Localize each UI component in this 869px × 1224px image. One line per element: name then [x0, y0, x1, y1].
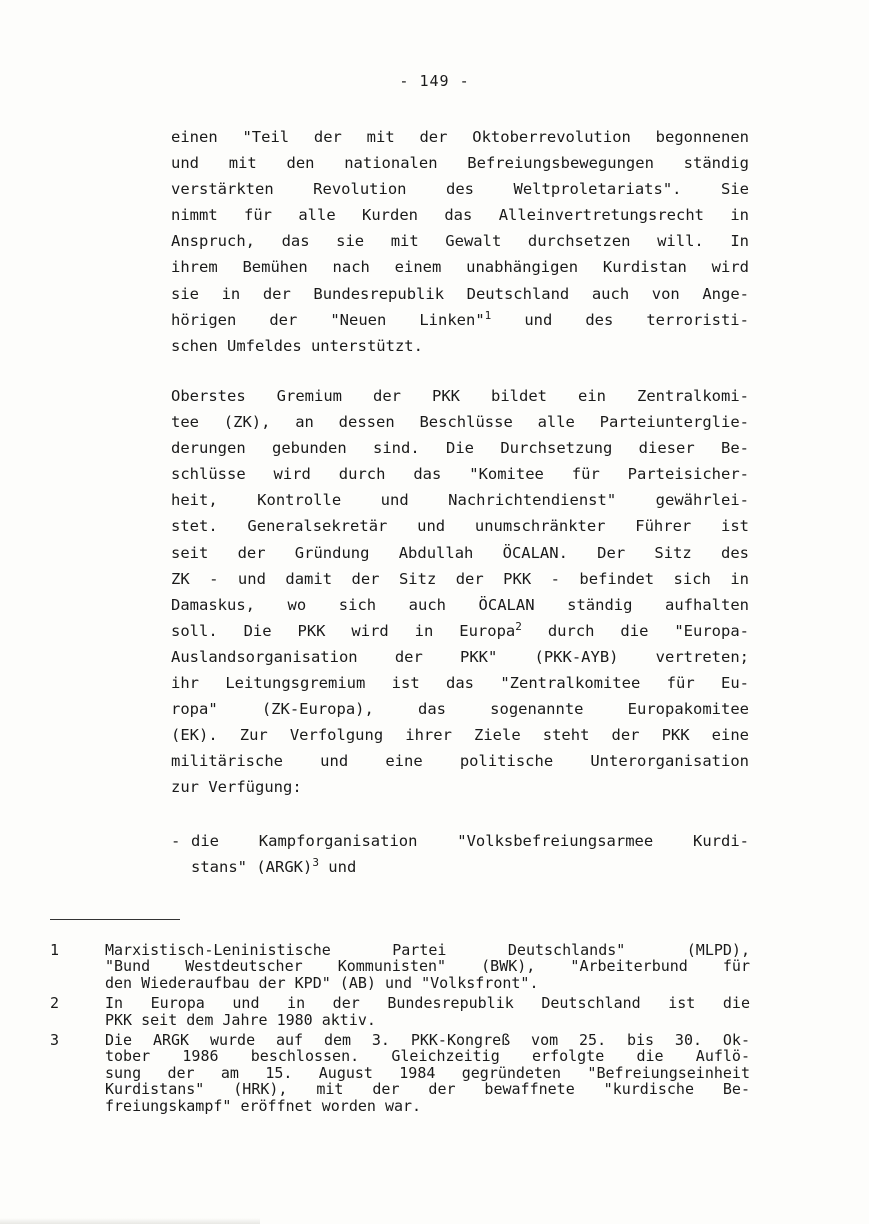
text-line — [171, 307, 749, 333]
bullet-item — [171, 828, 749, 880]
text-segment: und des terroristi- — [524, 310, 749, 329]
footnote-line: Die ARGK wurde auf dem 3. PKK-Kongreß vom 25. bis 30. Ok- — [105, 1031, 750, 1050]
footnote-number: 3 — [50, 1031, 60, 1050]
text-line: stet. Generalsekretär und unumschränkter Führer ist — [171, 517, 749, 536]
footnote-divider — [50, 919, 180, 920]
text-line: einen "Teil der mit der Oktoberrevolution begonnenen — [171, 128, 749, 146]
footnote-ref-2: 2 — [515, 619, 522, 633]
footnote-3 — [50, 1032, 750, 1114]
footnote-number: 1 — [50, 941, 60, 959]
text-line: ihrem Bemühen nach einem unabhängigen Kurdistan wird — [171, 258, 749, 277]
text-line: derungen gebunden sind. Die Durchsetzung dieser Be- — [171, 439, 749, 458]
text-line: ihr Leitungsgremium ist das "Zentralkomitee für Eu- — [171, 674, 749, 693]
footnotes — [50, 942, 750, 1118]
text-line: ZK - und damit der Sitz der PKK - befindet sich in — [171, 569, 749, 588]
text-line: nimmt für alle Kurden das Alleinvertretungsrecht in — [171, 206, 749, 225]
text-line: (EK). Zur Verfolgung ihrer Ziele steht der PKK eine — [171, 726, 749, 745]
footnote-line: tober 1986 beschlossen. Gleichzeitig erfolgte die Auflö- — [105, 1047, 750, 1066]
bullet-line: die Kampforganisation "Volksbefreiungsarmee Kurdi- — [191, 832, 749, 850]
bullet-line — [191, 854, 749, 880]
text-segment: und — [328, 858, 357, 876]
footnote-line: den Wiederaufbau der KPD" (AB) und "Volksfront". — [105, 973, 539, 992]
footnote-line: In Europa und in der Bundesrepublik Deutschland ist die — [105, 994, 750, 1013]
text-line: tee (ZK), an dessen Beschlüsse alle Parteiunterglie- — [171, 413, 749, 432]
text-line: und mit den nationalen Befreiungsbewegungen ständig — [171, 154, 749, 173]
footnote-ref-3: 3 — [312, 856, 319, 869]
text-line: schlüsse wird durch das "Komitee für Parteisicher- — [171, 465, 749, 484]
text-segment: stans" (ARGK) — [191, 858, 313, 876]
paragraph-1 — [171, 124, 749, 359]
text-line: schen Umfeldes unterstützt. — [171, 336, 423, 355]
text-line: militärische und eine politische Unterorganisation — [171, 752, 749, 771]
page-number: - 149 - — [399, 72, 470, 90]
text-line: seit der Gründung Abdullah ÖCALAN. Der Sitz des — [171, 543, 749, 562]
text-line: Auslandsorganisation der PKK" (PKK-AYB) vertreten; — [171, 647, 749, 666]
text-line — [171, 618, 749, 644]
text-line: Damaskus, wo sich auch ÖCALAN ständig aufhalten — [171, 595, 749, 614]
text-line: heit, Kontrolle und Nachrichtendienst" gewährlei- — [171, 491, 749, 510]
footnote-line: Kurdistans" (HRK), mit der der bewaffnete "kurdische Be- — [105, 1080, 750, 1099]
footnote-line: sung der am 15. August 1984 gegründeten "Befreiungseinheit — [105, 1063, 750, 1082]
text-line: sie in der Bundesrepublik Deutschland auch von Ange- — [171, 284, 749, 303]
footnote-number: 2 — [50, 994, 60, 1013]
bullet-dash: - — [171, 832, 181, 850]
text-line: Anspruch, das sie mit Gewalt durchsetzen will. In — [171, 232, 749, 251]
footnote-line: "Bund Westdeutscher Kommunisten" (BWK), "Arbeiterbund für — [105, 957, 750, 976]
scan-edge-shadow — [0, 1218, 260, 1224]
text-line: Oberstes Gremium der PKK bildet ein Zentralkomi- — [171, 387, 749, 405]
text-segment: soll. Die PKK wird in Europa — [171, 621, 516, 640]
paragraph-2 — [171, 383, 749, 801]
text-segment: hörigen der "Neuen Linken" — [171, 310, 485, 329]
footnote-line: PKK seit dem Jahre 1980 aktiv. — [105, 1010, 376, 1029]
text-line: verstärkten Revolution des Weltproletariats". Sie — [171, 180, 749, 199]
footnote-line: freiungskampf" eröffnet worden war. — [105, 1096, 422, 1115]
text-line: zur Verfügung: — [171, 778, 302, 797]
footnote-2 — [50, 995, 750, 1028]
footnote-ref-1: 1 — [484, 308, 492, 322]
text-segment: durch die "Europa- — [547, 621, 749, 640]
footnote-1 — [50, 942, 750, 991]
text-line: ropa" (ZK-Europa), das sogenannte Europakomitee — [171, 700, 749, 719]
footnote-line: Marxistisch-Leninistische Partei Deutschlands" (MLPD), — [105, 941, 750, 959]
